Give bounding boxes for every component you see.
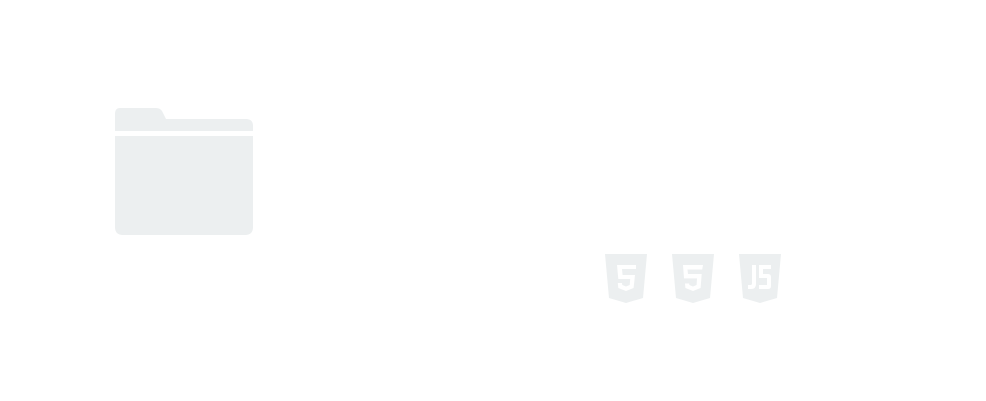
tech-badges	[604, 253, 786, 305]
folder-icon	[114, 107, 254, 236]
css3-icon	[671, 253, 715, 303]
html5-icon	[604, 253, 648, 303]
javascript-icon	[738, 253, 782, 303]
